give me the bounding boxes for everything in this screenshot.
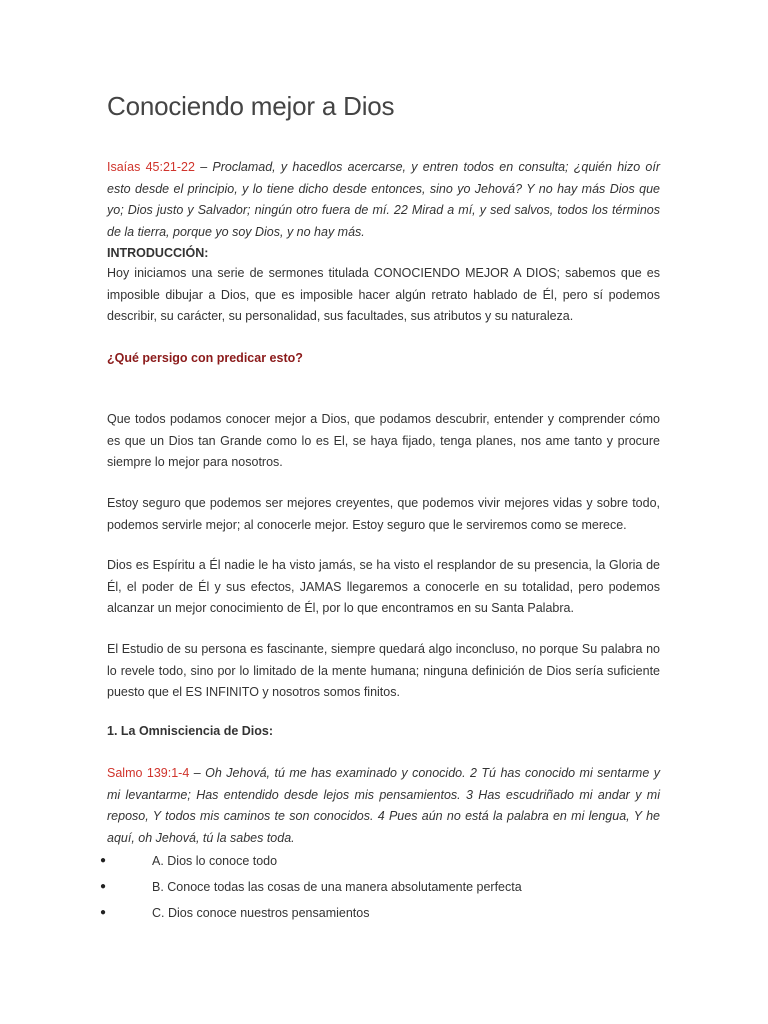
section-1-heading: 1. La Omnisciencia de Dios: — [107, 724, 274, 738]
paragraph-2: Estoy seguro que podemos ser mejores creyentes, que podemos vivir mejores vidas y sobre todo, podemos servirle mejor; al conocerle mejor. Estoy seguro que le serviremos como se merece. — [107, 496, 660, 532]
bullet-icon: ● — [100, 881, 107, 892]
verse-salmo-paragraph — [107, 763, 660, 849]
question-heading: ¿Qué persigo con predicar esto? — [107, 351, 303, 365]
paragraph-4: El Estudio de su persona es fascinante, siempre quedará algo inconcluso, no porque Su palabra no lo revele todo, sino por lo limitado de la mente humana; ninguna definición de Dios sería suficiente puesto que el ES INFINITO y nosotros somos finitos. — [107, 642, 660, 699]
list-item-text: A. Dios lo conoce todo — [152, 854, 278, 868]
bullet-icon: ● — [100, 855, 107, 866]
list-item-text: B. Conoce todas las cosas de una manera absolutamente perfecta — [152, 880, 522, 894]
verse-reference-link[interactable]: Salmo 139:1-4 — [107, 766, 190, 780]
paragraph-3: Dios es Espíritu a Él nadie le ha visto jamás, se ha visto el resplandor de su presencia, la Gloria de Él, el poder de Él y sus efectos, JAMAS llegaremos a conocerle en su totalidad, pero podemos alcanzar un mejor conocimiento de Él, por lo que encontramos en su Santa Palabra. — [107, 558, 660, 615]
page-title: Conociendo mejor a Dios — [107, 91, 395, 121]
list-item-text: C. Dios conoce nuestros pensamientos — [152, 906, 370, 920]
verse-isaias-paragraph — [107, 157, 660, 243]
intro-paragraph: Hoy iniciamos una serie de sermones titulada CONOCIENDO MEJOR A DIOS; sabemos que es imposible dibujar a Dios, que es imposible hacer algún retrato hablado de Él, pero sí podemos describir, su carácter, su personalidad, sus facultades, sus atributos y su naturaleza. — [107, 266, 660, 323]
verse-reference-link[interactable]: Isaías 45:21-22 — [107, 160, 195, 174]
paragraph-1: Que todos podamos conocer mejor a Dios, que podamos descubrir, entender y comprender cómo es que un Dios tan Grande como lo es El, se haya fijado, tenga planes, nos ame tanto y procure siempre lo mejor para nosotros. — [107, 412, 660, 469]
verse-text: – Oh Jehová, tú me has examinado y conocido. 2 Tú has conocido mi sentarme y mi levantarme; Has entendido desde lejos mis pensamientos. 3 Has escudriñado mi andar y mi reposo, Y todos mis caminos te son conocidos. 4 Pues aún no está la palabra en mi lengua, Y he aquí, oh Jehová, tú la sabes toda. — [107, 766, 660, 845]
intro-heading: INTRODUCCIÓN: — [107, 246, 209, 260]
bullet-icon: ● — [100, 907, 107, 918]
verse-text: – Proclamad, y hacedlos acercarse, y entren todos en consulta; ¿quién hizo oír esto desde el principio, y lo tiene dicho desde entonces, sino yo Jehová? Y no hay más Dios que yo; Dios justo y Salvador; ningún otro fuera de mí. 22 Mirad a mí, y sed salvos, todos los términos de la tierra, porque yo soy Dios, y no hay más. — [107, 160, 660, 239]
